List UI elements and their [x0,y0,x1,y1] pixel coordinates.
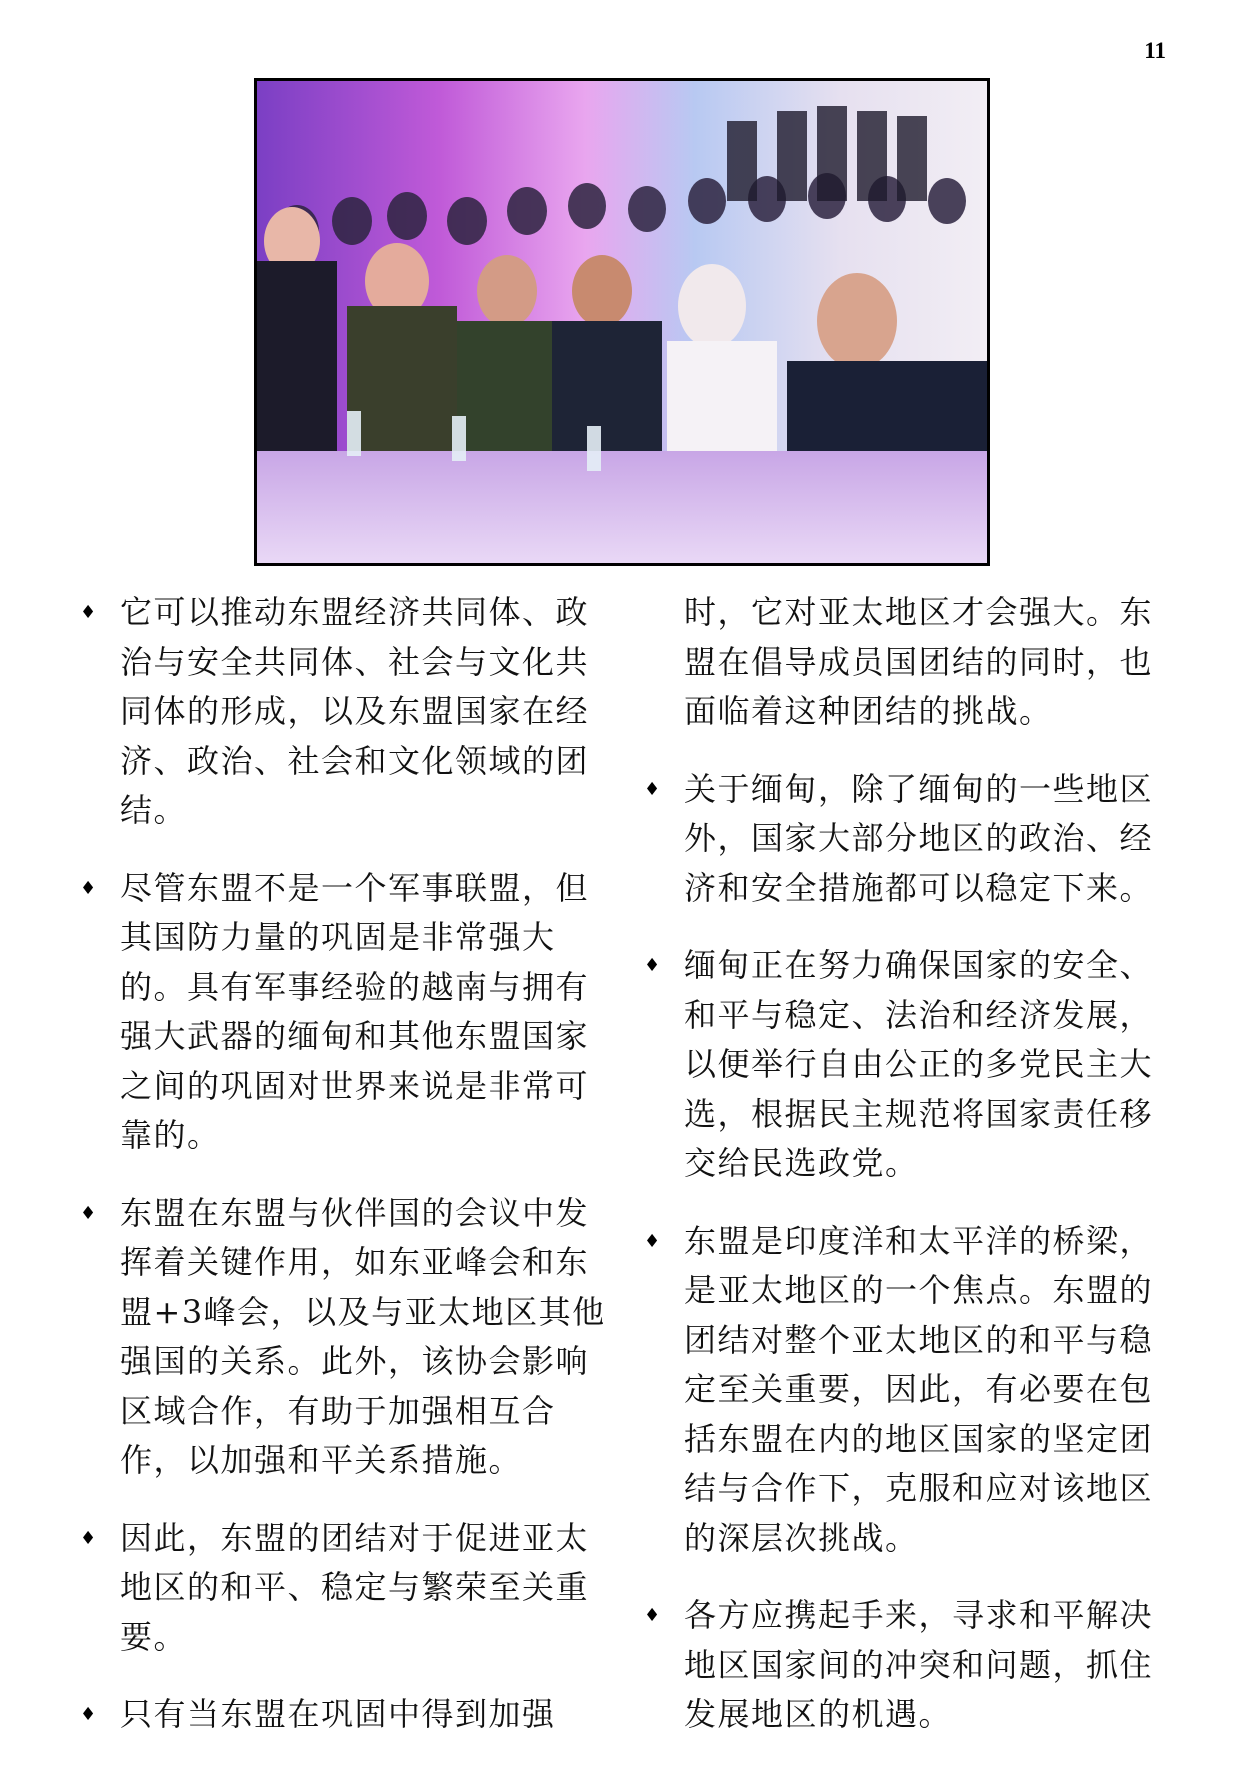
diamond-bullet-icon: ♦ [644,955,662,976]
list-item-text: 各方应携起手来，寻求和平解决地区国家间的冲突和问题，抓住发展地区的机遇。 [684,1596,1154,1733]
list-item [644,1591,1172,1740]
diamond-bullet-icon: ♦ [80,1704,98,1725]
list-item-text: 东盟在东盟与伙伴国的会议中发挥着关键作用，如东亚峰会和东盟+3峰会，以及与亚太地区其他强国的关系。此外，该协会影响区域合作，有助于加强相互合作，以加强和平关系措施。 [120,1193,606,1479]
diamond-bullet-icon: ♦ [644,1230,662,1252]
diamond-bullet-icon: ♦ [80,1202,98,1224]
list-item-text: 缅甸正在努力确保国家的安全、和平与稳定、法治和经济发展，以便举行自由公正的多党民主大选，根据民主规范将国家责任移交给民选政党。 [684,946,1154,1182]
list-item [80,588,608,836]
diamond-bullet-icon: ♦ [80,877,98,899]
list-item-text: 它可以推动东盟经济共同体、政治与安全共同体、社会与文化共同体的形成，以及东盟国家在经济、政治、社会和文化领域的团结。 [120,593,590,829]
right-column [644,588,1172,1768]
list-item [80,1514,608,1663]
list-item-text: 只有当东盟在巩固中得到加强 [120,1695,556,1733]
list-item-text: 东盟是印度洋和太平洋的桥梁，是亚太地区的一个焦点。东盟的团结对整个亚太地区的和平与稳定至关重要，因此，有必要在包括东盟在内的地区国家的坚定团结与合作下，克服和应对该地区的深层次挑战。 [684,1221,1154,1557]
page-number: 11 [1144,38,1166,63]
diamond-bullet-icon: ♦ [80,602,98,623]
conference-audience-photo [254,78,990,566]
list-item [644,765,1172,914]
list-item [80,1690,608,1740]
list-item [644,1217,1172,1564]
diamond-bullet-icon: ♦ [644,778,662,800]
list-item [80,1189,608,1486]
diamond-bullet-icon: ♦ [80,1527,98,1549]
photo-illustration [257,81,987,563]
diamond-bullet-icon: ♦ [644,1605,662,1626]
left-column [80,588,608,1768]
list-item-text: 因此，东盟的团结对于促进亚太地区的和平、稳定与繁荣至关重要。 [120,1518,590,1656]
list-item [80,864,608,1161]
list-item-text: 尽管东盟不是一个军事联盟，但其国防力量的巩固是非常强大的。具有军事经验的越南与拥有强大武器的缅甸和其他东盟国家之间的巩固对世界来说是非常可靠的。 [120,868,590,1154]
list-item-text: 关于缅甸，除了缅甸的一些地区外，国家大部分地区的政治、经济和安全措施都可以稳定下来。 [684,769,1154,907]
continued-paragraph: 时，它对亚太地区才会强大。东盟在倡导成员国团结的同时，也面临着这种团结的挑战。 [684,593,1154,730]
list-item [644,941,1172,1189]
